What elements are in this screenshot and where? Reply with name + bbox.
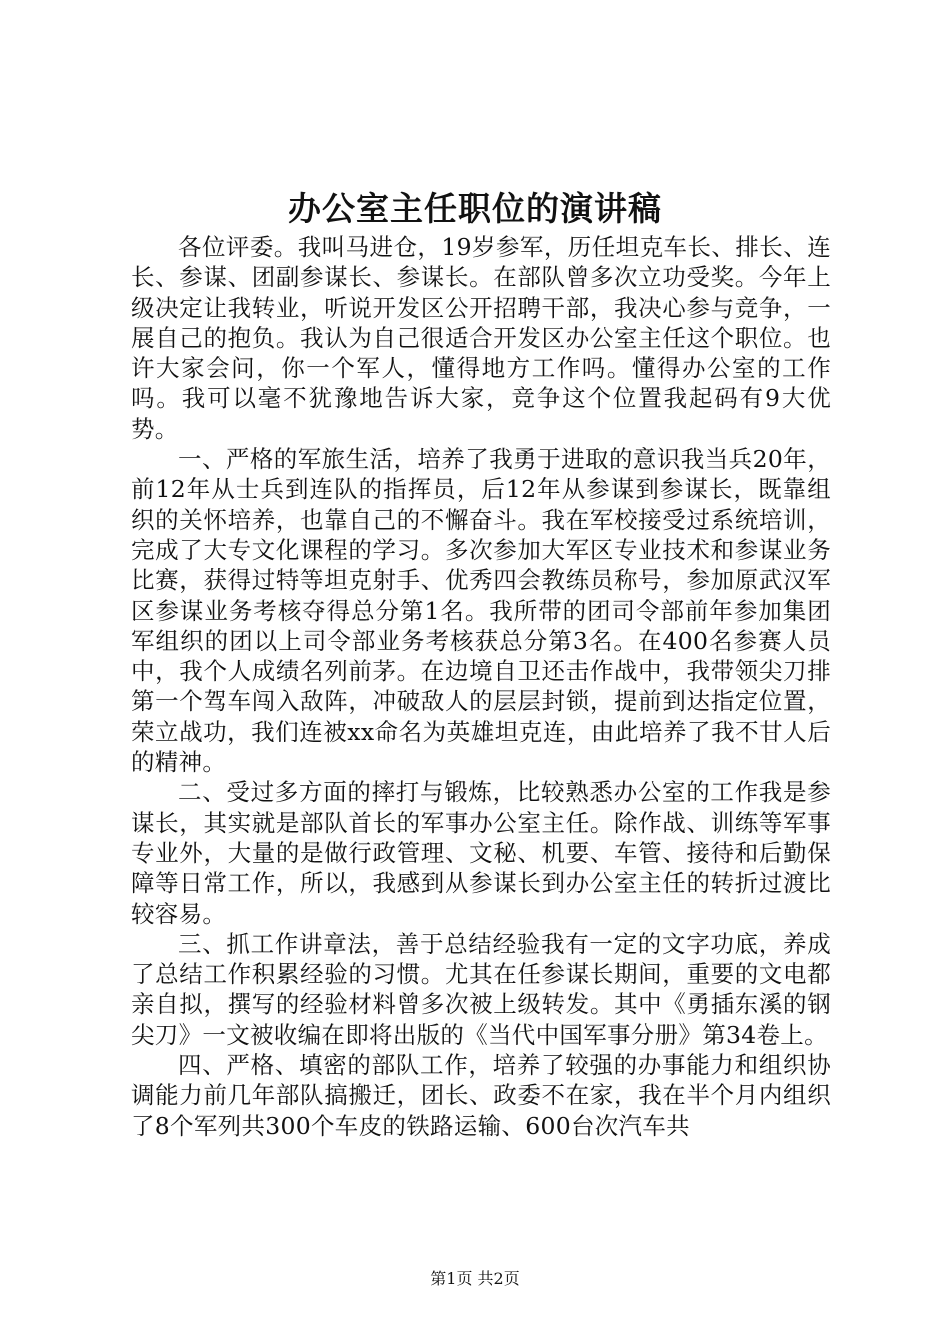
document-title: 办公室主任职位的演讲稿	[288, 189, 662, 228]
paragraph-point-4: 四、严格、填密的部队工作，培养了较强的办事能力和组织协调能力前几年部队搞搬迁，团长、政委不在家，我在半个月内组织了8个军列共300个车皮的铁路运输、600台次汽车共	[131, 1051, 831, 1140]
paragraph-intro: 各位评委。我叫马进仓，19岁参军，历任坦克车长、排长、连长、参谋、团副参谋长、参谋长。在部队曾多次立功受奖。今年上级决定让我转业，听说开发区公开招聘干部，我决心参与竞争，一展自己的抱负。我认为自己很适合开发区办公室主任这个职位。也许大家会问，你一个军人，懂得地方工作吗。懂得办公室的工作吗。我可以毫不犹豫地告诉大家，竞争这个位置我起码有9大优势。	[131, 233, 831, 443]
page-number-footer: 第1页 共2页	[430, 1269, 520, 1288]
document-body	[131, 232, 831, 1141]
paragraph-point-1: 一、严格的军旅生活，培养了我勇于进取的意识我当兵20年，前12年从士兵到连队的指挥员，后12年从参谋到参谋长，既靠组织的关怀培养，也靠自己的不懈奋斗。我在军校接受过系统培训，完成了大专文化课程的学习。多次参加大军区专业技术和参谋业务比赛，获得过特等坦克射手、优秀四会教练员称号，参加原武汉军区参谋业务考核夺得总分第1名。我所带的团司令部前年参加集团军组织的团以上司令部业务考核获总分第3名。在400名参赛人员中，我个人成绩名列前茅。在边境自卫还击作战中，我带领尖刀排第一个驾车闯入敌阵，冲破敌人的层层封锁，提前到达指定位置，荣立战功，我们连被xx命名为英雄坦克连，由此培养了我不甘人后的精神。	[131, 445, 831, 777]
paragraph-point-2: 二、受过多方面的摔打与锻炼，比较熟悉办公室的工作我是参谋长，其实就是部队首长的军事办公室主任。除作战、训练等军事专业外，大量的是做行政管理、文秘、机要、车管、接待和后勤保障等日常工作，所以，我感到从参谋长到办公室主任的转折过渡比较容易。	[131, 778, 831, 928]
paragraph-point-3: 三、抓工作讲章法，善于总结经验我有一定的文字功底，养成了总结工作积累经验的习惯。尤其在任参谋长期间，重要的文电都亲自拟，撰写的经验材料曾多次被上级转发。其中《勇插东溪的钢尖刀》一文被收编在即将出版的《当代中国军事分册》第34卷上。	[131, 929, 831, 1049]
